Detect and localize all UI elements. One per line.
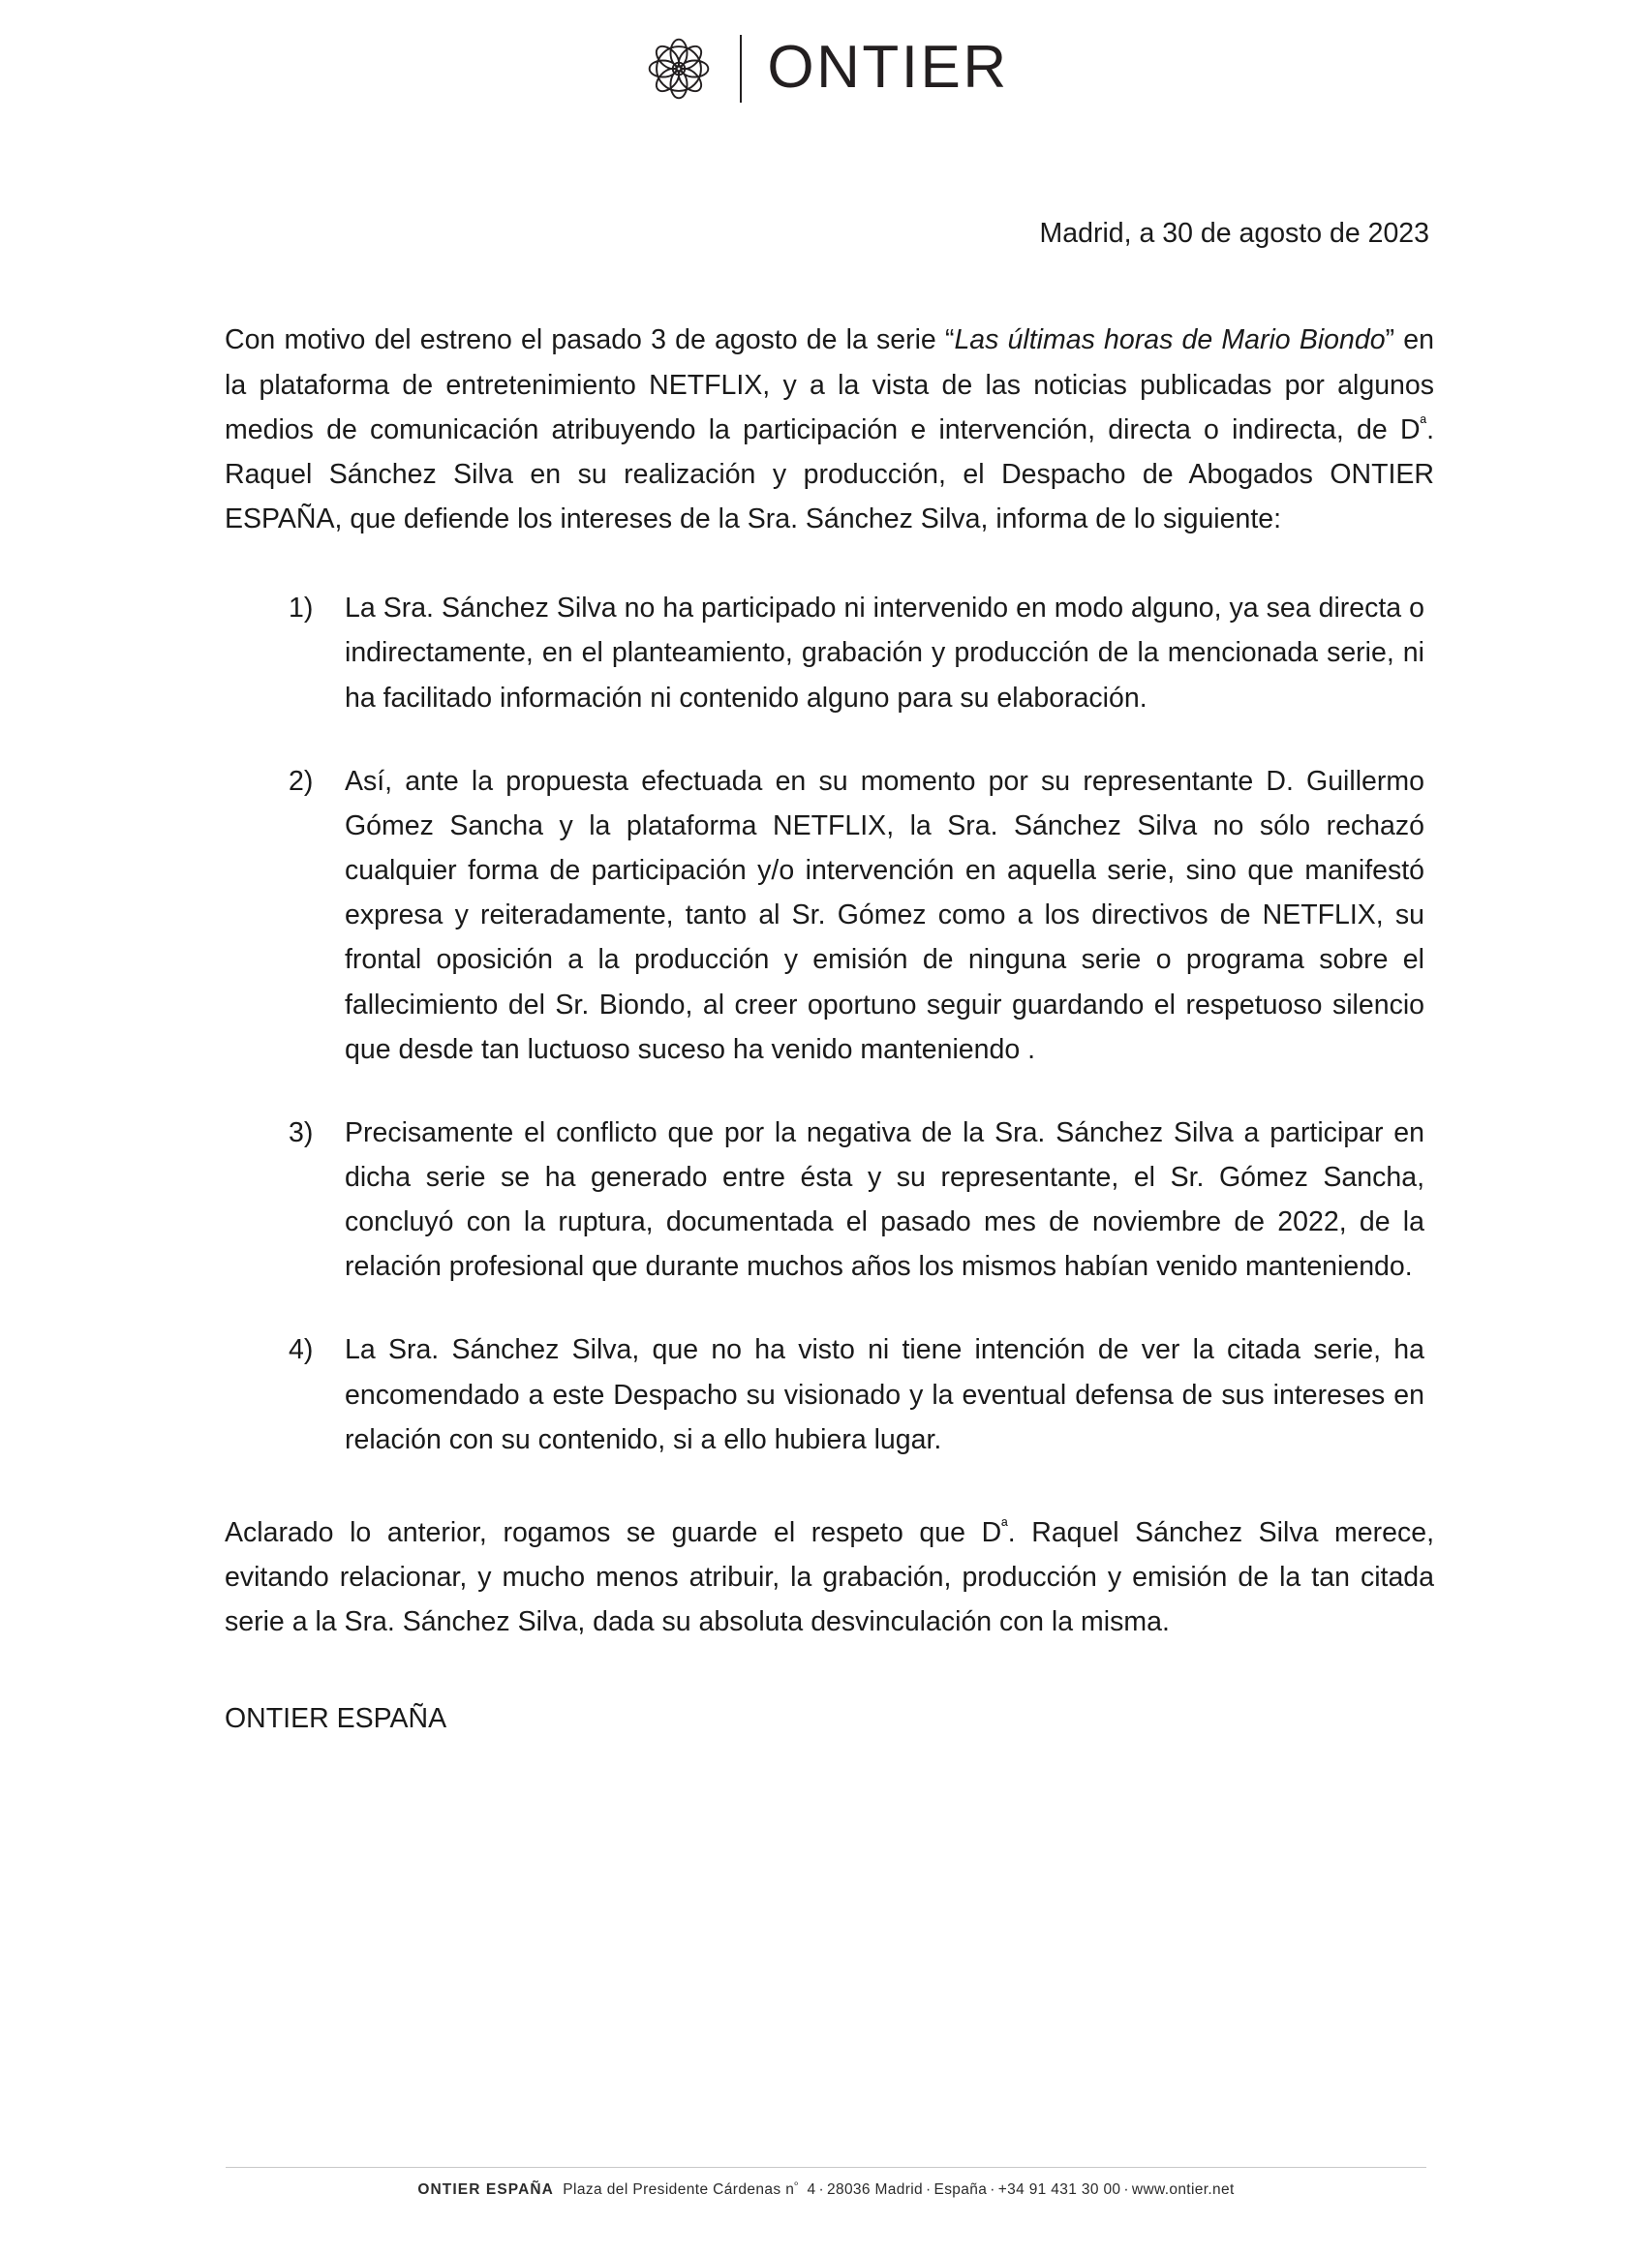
footer-separator: ·	[818, 2181, 824, 2198]
footer-postal-city: 28036 Madrid	[827, 2181, 923, 2198]
page-footer	[0, 2167, 1652, 2199]
letter-body	[0, 215, 1652, 1740]
ordinal-indicator: º	[794, 2179, 799, 2191]
footer-line	[0, 2181, 1652, 2199]
list-item-marker: 1)	[289, 593, 314, 625]
footer-street-number: 4	[807, 2181, 816, 2198]
list-item-marker: 3)	[289, 1116, 314, 1148]
list-item-text: Así, ante la propuesta efectuada en su momento por su representante D. Guillermo Gómez Sancha y la plataforma NETFLIX, la Sra. Sánchez Silva no sólo rechazó cualquier forma de participación y/o intervención en aquella serie, sino que manifestó expresa y reiteradamente, tanto al Sr. Gómez como a los directivos de NETFLIX, su frontal oposición a la producción y emisión de ninguna serie o programa sobre el fallecimiento del Sr. Biondo, al creer oportuno seguir guardando el respetuoso silencio que desde tan luctuoso suceso ha venido manteniendo .	[345, 765, 1424, 1065]
ontier-logo-lockup	[643, 33, 1008, 105]
intro-text-part3: . Raquel Sánchez Silva en su realización y producción, el Despacho de Abogados ONTIER ESPAÑA, que defiende los intereses de la Sra. Sánchez Silva, informa de lo siguiente:	[225, 413, 1434, 535]
footer-street: Plaza del Presidente Cárdenas n	[563, 2181, 795, 2198]
footer-country: España	[933, 2181, 988, 2198]
signature-block: ONTIER ESPAÑA	[225, 1703, 447, 1735]
footer-separator: ·	[990, 2181, 995, 2198]
closing-text-part2: . Raquel Sánchez Silva merece, evitando relacionar, y mucho menos atribuir, la grabación, producción y emisión de la tan citada serie a la Sra. Sánchez Silva, dada su absoluta desvinculación con la misma.	[225, 1516, 1434, 1638]
list-item	[289, 759, 1424, 1072]
logo-wordmark: ONTIER	[767, 33, 1009, 101]
footer-firm-name: ONTIER ESPAÑA	[417, 2181, 554, 2198]
rosette-flower-icon	[643, 33, 715, 105]
list-item-marker: 4)	[289, 1334, 314, 1366]
footer-separator: ·	[1123, 2181, 1129, 2198]
intro-text-part1: Con motivo del estreno el pasado 3 de agosto de la serie “	[225, 324, 955, 356]
logo-divider	[740, 35, 742, 103]
list-item-text: Precisamente el conflicto que por la negativa de la Sra. Sánchez Silva a participar en dicha serie se ha generado entre ésta y su representante, el Sr. Gómez Sancha, concluyó con la ruptura, documentada el pasado mes de noviembre de 2022, de la relación profesional que durante muchos años los mismos habían venido manteniendo.	[345, 1116, 1424, 1283]
numbered-list	[225, 586, 1434, 1462]
list-item	[289, 1111, 1424, 1290]
footer-divider	[226, 2167, 1426, 2168]
letterhead	[0, 0, 1652, 114]
ordinal-indicator: ª	[1001, 1515, 1008, 1536]
list-item	[289, 586, 1424, 719]
list-item-marker: 2)	[289, 765, 314, 797]
closing-paragraph	[225, 1510, 1434, 1644]
series-title: Las últimas horas de Mario Biondo	[954, 324, 1386, 356]
date-line: Madrid, a 30 de agosto de 2023	[1039, 218, 1429, 249]
list-item-text: La Sra. Sánchez Silva no ha participado ni intervenido en modo alguno, ya sea directa o indirectamente, en el planteamiento, grabación y producción de la mencionada serie, ni ha facilitado información ni contenido alguno para su elaboración.	[345, 593, 1424, 714]
footer-website[interactable]: www.ontier.net	[1131, 2181, 1235, 2198]
intro-paragraph	[225, 318, 1434, 541]
list-item-text: La Sra. Sánchez Silva, que no ha visto ni tiene intención de ver la citada serie, ha encomendado a este Despacho su visionado y la eventual defensa de sus intereses en relación con su contenido, si a ello hubiera lugar.	[345, 1334, 1424, 1455]
closing-text-part1: Aclarado lo anterior, rogamos se guarde el respeto que D	[225, 1516, 1002, 1548]
footer-phone: +34 91 431 30 00	[997, 2181, 1121, 2198]
list-item	[289, 1327, 1424, 1461]
footer-separator: ·	[926, 2181, 932, 2198]
intro-text-part2: ” en la plataforma de entretenimiento NETFLIX, y a la vista de las noticias publicadas por algunos medios de comunicación atribuyendo la participación e intervención, directa o indirecta, de D	[225, 324, 1434, 445]
ordinal-indicator: ª	[1420, 412, 1427, 433]
